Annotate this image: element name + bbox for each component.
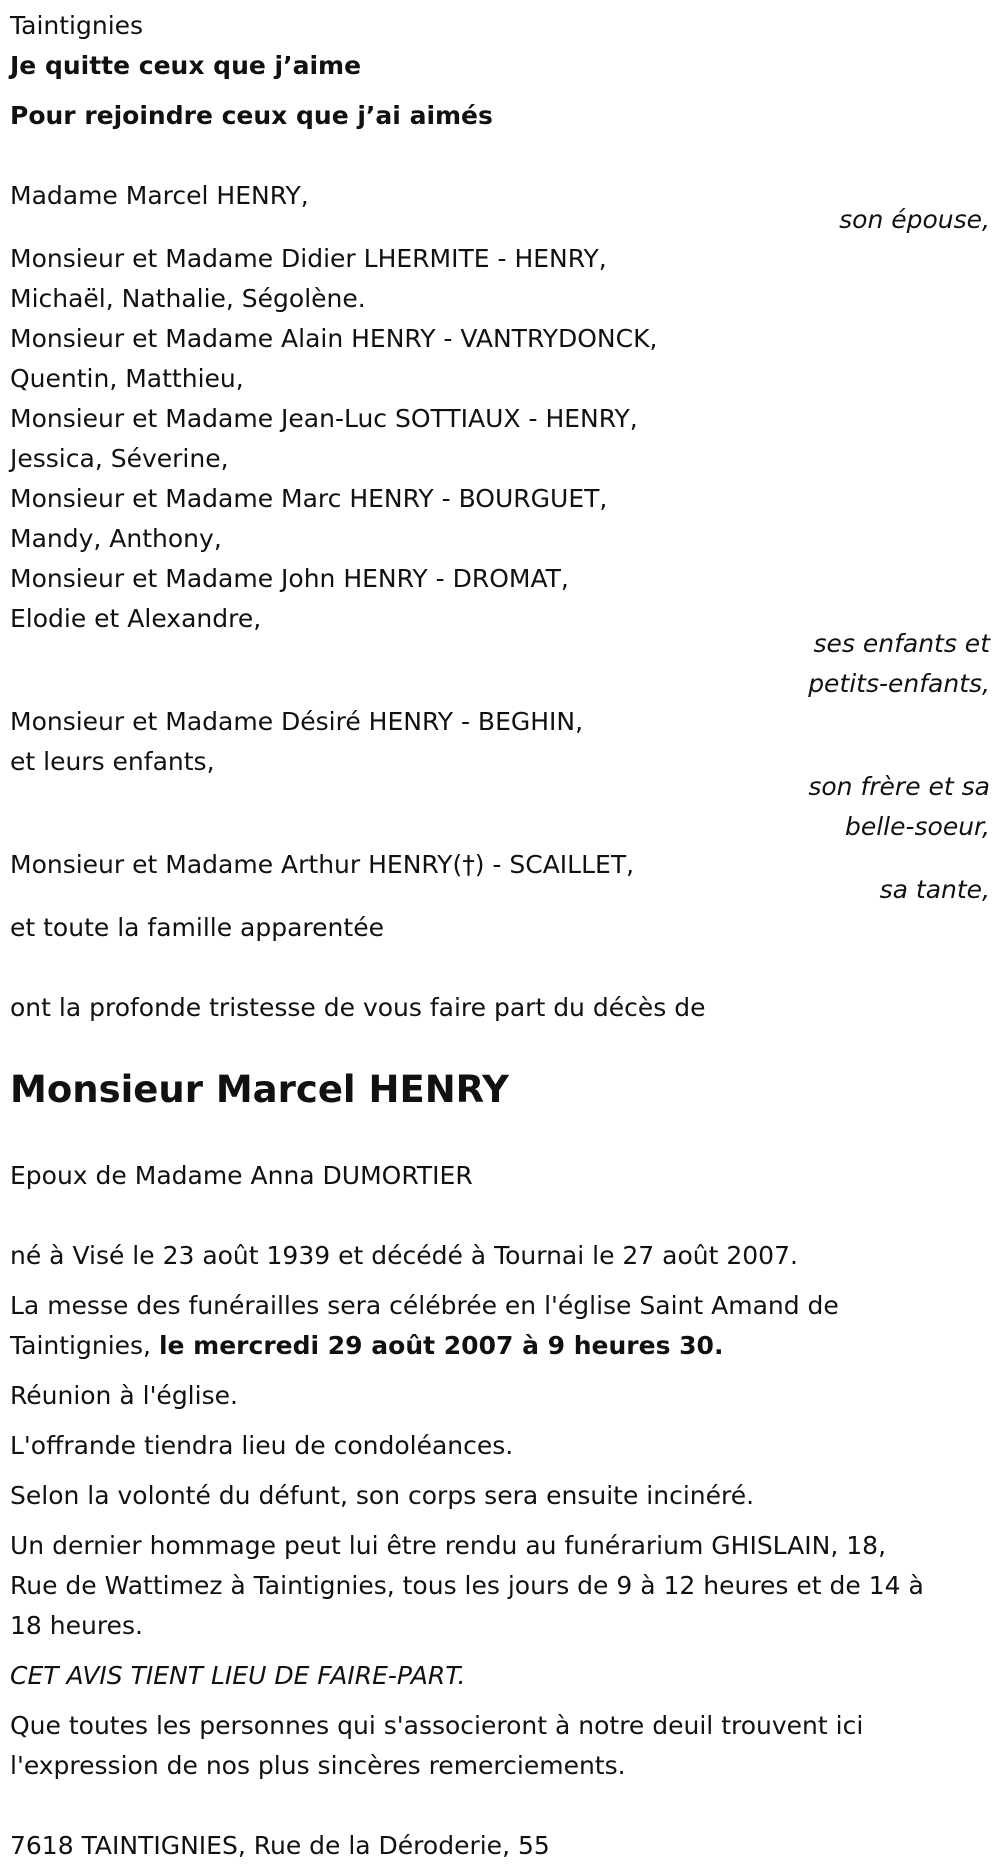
sibling-line-2: et leurs enfants, <box>10 747 215 776</box>
family-line: Elodie et Alexandre, <box>10 604 262 633</box>
family-line: Quentin, Matthieu, <box>10 364 244 393</box>
family-line: Jessica, Séverine, <box>10 444 229 473</box>
thanks-line: Que toutes les personnes qui s'associeront à notre deuil trouvent ici <box>10 1711 864 1740</box>
mass-line-2 <box>10 1326 723 1366</box>
reunion: Réunion à l'église. <box>10 1381 238 1410</box>
birth-death-dates: né à Visé le 23 août 1939 et décédé à Tournai le 27 août 2007. <box>10 1241 798 1270</box>
cremation: Selon la volonté du défunt, son corps sera ensuite incinéré. <box>10 1481 755 1510</box>
address: 7618 TAINTIGNIES, Rue de la Déroderie, 55 <box>10 1831 550 1860</box>
spouse-name: Madame Marcel HENRY, <box>10 181 309 210</box>
family-line: Monsieur et Madame Didier LHERMITE - HENRY, <box>10 244 607 273</box>
family-line: Monsieur et Madame Jean-Luc SOTTIAUX - HENRY, <box>10 404 638 433</box>
mass-place: Taintignies, <box>10 1331 159 1360</box>
thanks-line: l'expression de nos plus sincères remerciements. <box>10 1751 626 1780</box>
family-line: Michaël, Nathalie, Ségolène. <box>10 284 366 313</box>
mass-line-1: La messe des funérailles sera célébrée en l'église Saint Amand de <box>10 1291 839 1320</box>
sibling-line-1: Monsieur et Madame Désiré HENRY - BEGHIN, <box>10 707 584 736</box>
homage-line: Rue de Wattimez à Taintignies, tous les jours de 9 à 12 heures et de 14 à <box>10 1571 924 1600</box>
sibling-role-2: belle-soeur, <box>844 812 990 841</box>
children-role-2: petits-enfants, <box>808 669 990 698</box>
notice: CET AVIS TIENT LIEU DE FAIRE-PART. <box>10 1661 466 1690</box>
place-heading: Taintignies <box>10 11 144 40</box>
homage-line: Un dernier hommage peut lui être rendu au funérarium GHISLAIN, 18, <box>10 1531 887 1560</box>
quote-line-1: Je quitte ceux que j’aime <box>10 51 362 80</box>
quote-line-2: Pour rejoindre ceux que j’ai aimés <box>10 101 493 130</box>
sibling-role-1: son frère et sa <box>808 772 990 801</box>
mass-date: le mercredi 29 août 2007 à 9 heures 30. <box>158 1331 724 1360</box>
offering: L'offrande tiendra lieu de condoléances. <box>10 1431 514 1460</box>
family-line: Monsieur et Madame Alain HENRY - VANTRYDONCK, <box>10 324 658 353</box>
aunt-role: sa tante, <box>879 875 990 904</box>
spouse-role: son épouse, <box>839 205 990 234</box>
family-line: Monsieur et Madame John HENRY - DROMAT, <box>10 564 569 593</box>
family-line: Mandy, Anthony, <box>10 524 222 553</box>
announcement: ont la profonde tristesse de vous faire part du décès de <box>10 993 706 1022</box>
homage-line: 18 heures. <box>10 1611 143 1640</box>
aunt-name: Monsieur et Madame Arthur HENRY(†) - SCAILLET, <box>10 850 635 879</box>
spouse-of: Epoux de Madame Anna DUMORTIER <box>10 1161 473 1190</box>
deceased-name: Monsieur Marcel HENRY <box>10 1068 509 1111</box>
extended-family: et toute la famille apparentée <box>10 913 384 942</box>
children-role-1: ses enfants et <box>813 629 990 658</box>
family-line: Monsieur et Madame Marc HENRY - BOURGUET, <box>10 484 608 513</box>
